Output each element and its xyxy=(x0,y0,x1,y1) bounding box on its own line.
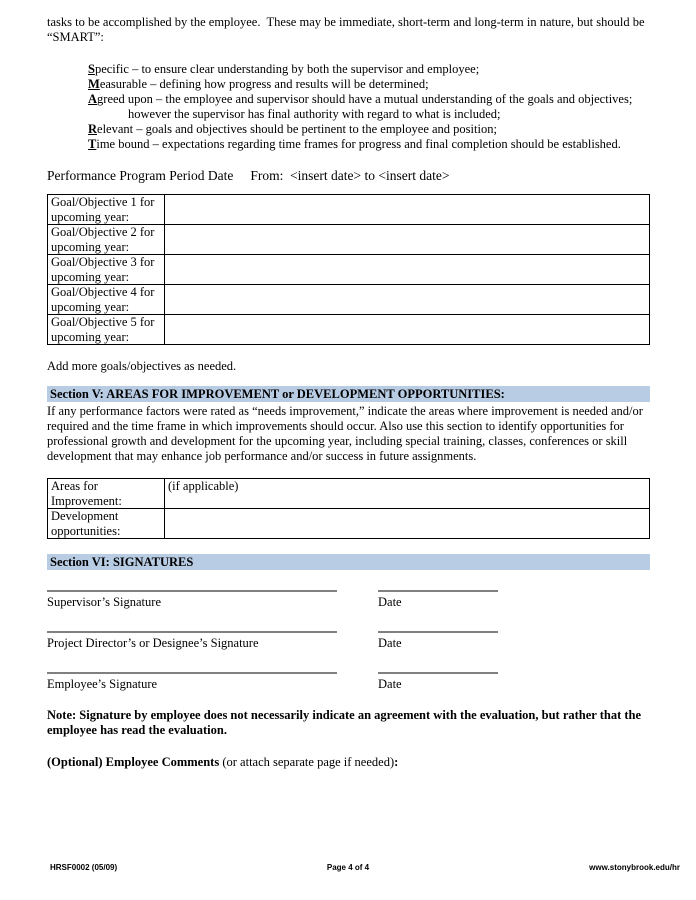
goal-value-field[interactable] xyxy=(165,255,650,285)
optional-comments-colon: : xyxy=(394,755,399,769)
development-label-line2: opportunities: xyxy=(51,523,121,538)
period-value: From: <insert date> to <insert date> xyxy=(250,168,450,183)
optional-comments-regular: (or attach separate page if needed) xyxy=(219,755,395,769)
goal-label-cell xyxy=(48,285,165,315)
smart-item-agreed-continuation: however the supervisor has final authority with regard to what is included; xyxy=(128,107,501,121)
signature-block-employee xyxy=(47,672,650,692)
improvement-table xyxy=(47,478,650,539)
smart-lead-letter: T xyxy=(88,137,97,151)
goal-label-cell xyxy=(48,255,165,285)
smart-item-text: greed upon – the employee and supervisor should have a mutual understanding of the goals and objectives; xyxy=(97,92,633,106)
goal-label-line1: Goal/Objective 4 for xyxy=(51,285,155,299)
improvement-value-field[interactable]: (if applicable) xyxy=(165,479,650,509)
smart-list xyxy=(88,62,650,152)
goal-label-line1: Goal/Objective 2 for xyxy=(51,225,155,239)
table-row xyxy=(48,315,650,345)
section-v-header: Section V: AREAS FOR IMPROVEMENT or DEVELOPMENT OPPORTUNITIES: xyxy=(47,386,650,402)
table-row xyxy=(48,479,650,509)
optional-comments-line xyxy=(47,755,650,770)
table-row xyxy=(48,285,650,315)
goal-label-cell xyxy=(48,315,165,345)
goal-value-field[interactable] xyxy=(165,315,650,345)
goal-label-line1: Goal/Objective 1 for xyxy=(51,195,155,209)
development-label-cell xyxy=(48,509,165,539)
signature-column xyxy=(47,672,378,692)
signature-column xyxy=(47,590,378,610)
table-row xyxy=(48,509,650,539)
signature-label: Employee’s Signature xyxy=(47,677,158,691)
smart-item-text: pecific – to ensure clear understanding by both the supervisor and employee; xyxy=(94,62,480,76)
goal-value-field[interactable] xyxy=(165,285,650,315)
smart-item-text: elevant – goals and objectives should be pertinent to the employee and position; xyxy=(97,122,497,136)
signature-line[interactable] xyxy=(47,672,337,674)
smart-item-text: easurable – defining how progress and results will be determined; xyxy=(99,77,429,91)
signature-label: Project Director’s or Designee’s Signature xyxy=(47,636,259,650)
smart-item-timebound xyxy=(88,137,650,152)
goal-label-line2: upcoming year: xyxy=(51,239,130,254)
goal-label-line2: upcoming year: xyxy=(51,299,130,314)
table-row xyxy=(48,225,650,255)
improvement-label-line1: Areas for xyxy=(51,479,98,493)
table-row xyxy=(48,195,650,225)
note-paragraph: Note: Signature by employee does not necessarily indicate an agreement with the evaluation, but rather that the employee has read the evaluation. xyxy=(47,708,645,737)
smart-lead-letter: R xyxy=(88,122,98,136)
signature-line[interactable] xyxy=(47,590,337,592)
page-footer xyxy=(0,863,696,875)
smart-lead-letter: S xyxy=(88,62,95,76)
signature-block-supervisor xyxy=(47,590,650,610)
improvement-label-line2: Improvement: xyxy=(51,493,122,508)
smart-item-text: ime bound – expectations regarding time frames for progress and final completion should be established. xyxy=(96,137,621,151)
goal-label-cell xyxy=(48,225,165,255)
footer-page-number: Page 4 of 4 xyxy=(326,863,370,872)
smart-lead-letter: A xyxy=(88,92,98,106)
signature-block-project-director xyxy=(47,631,650,651)
goal-value-field[interactable] xyxy=(165,225,650,255)
goals-table xyxy=(47,194,650,345)
date-line[interactable] xyxy=(378,631,498,633)
goal-label-line2: upcoming year: xyxy=(51,329,130,344)
signature-label: Supervisor’s Signature xyxy=(47,595,161,609)
development-label-line1: Development xyxy=(51,509,119,523)
date-label: Date xyxy=(378,636,402,650)
date-label: Date xyxy=(378,677,402,691)
date-line[interactable] xyxy=(378,672,498,674)
goal-label-line2: upcoming year: xyxy=(51,209,130,224)
development-value-field[interactable] xyxy=(165,509,650,539)
date-column xyxy=(378,672,513,692)
goal-label-line1: Goal/Objective 5 for xyxy=(51,315,155,329)
date-column xyxy=(378,631,513,651)
smart-item-agreed xyxy=(88,92,650,107)
date-label: Date xyxy=(378,595,402,609)
date-line[interactable] xyxy=(378,590,498,592)
goal-label-line2: upcoming year: xyxy=(51,269,130,284)
smart-lead-letter: M xyxy=(88,77,100,91)
period-date-line xyxy=(47,167,650,184)
date-column xyxy=(378,590,513,610)
period-label: Performance Program Period Date xyxy=(47,168,234,183)
signature-line[interactable] xyxy=(47,631,337,633)
add-more-note: Add more goals/objectives as needed. xyxy=(47,359,237,373)
optional-comments-bold: (Optional) Employee Comments xyxy=(47,755,220,769)
smart-item-specific xyxy=(88,62,650,77)
signature-column xyxy=(47,631,378,651)
improvement-label-cell xyxy=(48,479,165,509)
goal-value-field[interactable] xyxy=(165,195,650,225)
goal-label-cell xyxy=(48,195,165,225)
smart-item-relevant xyxy=(88,122,650,137)
footer-url: www.stonybrook.edu/hr xyxy=(589,863,680,872)
goal-label-line1: Goal/Objective 3 for xyxy=(51,255,155,269)
intro-paragraph: tasks to be accomplished by the employee. These may be immediate, short-term and long-term in nature, but should be “SMART”: xyxy=(47,15,648,44)
footer-form-number: HRSF0002 (05/09) xyxy=(50,863,118,872)
smart-item-measurable xyxy=(88,77,650,92)
table-row xyxy=(48,255,650,285)
section-vi-header: Section VI: SIGNATURES xyxy=(47,554,650,570)
section-v-description: If any performance factors were rated as “needs improvement,” indicate the areas where improvement is needed and/or required and the time frame in which improvements should occur. Also use this section to identify opportunities for professional growth and development for the upcoming year, including special training, classes, conferences or skill development that may enhance job performance and/or success in future assignments. xyxy=(47,404,647,463)
